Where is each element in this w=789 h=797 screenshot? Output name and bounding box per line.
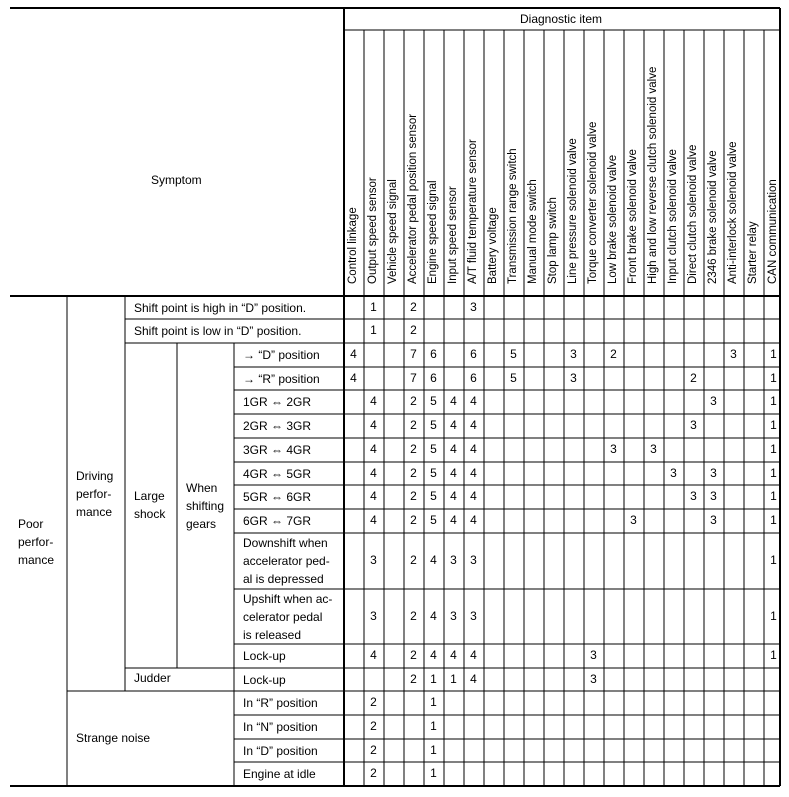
column-header: Accelerator pedal position sensor: [407, 113, 419, 284]
table-cell-value: 6: [470, 347, 477, 361]
table-cell-value: 2: [370, 766, 377, 780]
table-cell-value: 2: [410, 442, 417, 456]
table-cell-value: 4: [450, 513, 457, 527]
table-cell-value: 2: [410, 323, 417, 337]
table-cell-value: 5: [430, 465, 437, 480]
table-cell-value: 4: [370, 442, 377, 456]
table-cell-value: 2: [410, 513, 417, 527]
table-cell-value: 4: [470, 489, 477, 503]
table-cell-value: 4: [350, 347, 357, 361]
row-label: → “D” position: [243, 348, 320, 362]
table-cell-value: 2: [370, 719, 377, 733]
table-cell-value: 3: [710, 465, 717, 480]
table-cell-value: 4: [370, 394, 377, 408]
table-cell-value: 4: [430, 608, 437, 623]
column-header: 2346 brake solenoid valve: [707, 150, 719, 284]
column-header: Direct clutch solenoid valve: [687, 144, 699, 284]
diagnostic-item-header: Diagnostic item: [520, 12, 603, 26]
table-cell-value: 3: [710, 489, 717, 503]
table-cell-value: 5: [430, 513, 437, 527]
table-cell-value: 4: [370, 465, 377, 480]
table-cell-value: 2: [410, 671, 417, 686]
table-cell-value: 3: [470, 553, 477, 567]
table-cell-value: 1: [770, 608, 777, 623]
group-poor-performance: Poor perfor- mance: [18, 517, 55, 567]
table-cell-value: 1: [770, 442, 777, 456]
table-cell-value: 4: [470, 671, 477, 686]
row-label: 3GR ⇔ 4GR: [243, 443, 312, 457]
table-cell-value: 3: [690, 418, 697, 432]
table-cell-value: 3: [590, 671, 597, 686]
table-cell-value: 4: [350, 370, 357, 385]
table-cell-value: 3: [570, 347, 577, 361]
table-cell-value: 1: [770, 648, 777, 662]
row-label: Upshift when ac- celerator pedal is released: [243, 591, 333, 642]
table-cell-value: 4: [470, 465, 477, 480]
table-cell-value: 3: [650, 442, 657, 456]
table-cell-value: 2: [410, 299, 417, 314]
table-cell-value: 4: [450, 442, 457, 456]
table-cell-value: 3: [610, 442, 617, 456]
row-label: Downshift when accelerator ped- al is depressed: [243, 536, 330, 586]
row-label: → “R” position: [243, 371, 320, 386]
table-cell-value: 4: [430, 648, 437, 662]
table-cell-value: 3: [450, 608, 457, 623]
table-cell-value: 1: [770, 465, 777, 480]
table-cell-value: 3: [670, 465, 677, 480]
table-cell-value: 4: [450, 418, 457, 432]
column-header: Stop lamp switch: [547, 197, 559, 284]
table-cell-value: 2: [410, 418, 417, 432]
table-cell-value: 4: [470, 513, 477, 527]
column-header: Output speed sensor: [367, 177, 379, 284]
table-cell-value: 7: [410, 347, 417, 361]
table-cell-value: 1: [370, 323, 377, 337]
table-cell-value: 4: [430, 553, 437, 567]
row-label: 5GR ⇔ 6GR: [243, 490, 312, 504]
table-cell-value: 4: [450, 648, 457, 662]
table-cell-value: 3: [730, 347, 737, 361]
table-cell-value: 1: [770, 513, 777, 527]
table-cell-value: 2: [690, 370, 697, 385]
column-header: Torque converter solenoid valve: [587, 121, 599, 284]
table-cell-value: 3: [450, 553, 457, 567]
table-cell-value: 1: [770, 347, 777, 361]
column-header: Engine speed signal: [427, 180, 439, 284]
table-cell-value: 4: [370, 418, 377, 432]
column-header: Transmission range switch: [507, 148, 519, 284]
column-header: Anti-interlock solenoid valve: [727, 141, 739, 284]
table-cell-value: 3: [370, 553, 377, 567]
column-header: Battery voltage: [487, 207, 499, 284]
row-label: Engine at idle: [243, 767, 316, 781]
column-header: Input clutch solenoid valve: [667, 149, 679, 284]
column-header: A/T fluid temperature sensor: [467, 139, 479, 284]
table-cell-value: 6: [470, 370, 477, 385]
table-cell-value: 5: [510, 370, 517, 385]
column-header: Low brake solenoid valve: [607, 154, 619, 284]
column-header: Starter relay: [747, 221, 759, 284]
table-cell-value: 5: [430, 418, 437, 432]
table-cell-value: 4: [450, 465, 457, 480]
table-cell-value: 6: [430, 370, 437, 385]
table-cell-value: 3: [590, 648, 597, 662]
table-cell-value: 2: [410, 465, 417, 480]
table-cell-value: 4: [370, 648, 377, 662]
table-cell-value: 3: [570, 370, 577, 385]
table-cell-value: 4: [370, 513, 377, 527]
table-cell-value: 4: [470, 394, 477, 408]
group-when-shifting-gears: When shifting gears: [186, 481, 225, 531]
table-cell-value: 4: [450, 489, 457, 503]
table-cell-value: 1: [450, 671, 457, 686]
table-cell-value: 1: [430, 695, 437, 709]
column-header: High and low reverse clutch solenoid valve: [647, 66, 659, 284]
table-cell-value: 5: [430, 394, 437, 408]
table-cell-value: 3: [710, 394, 717, 408]
table-cell-value: 4: [450, 394, 457, 408]
row-label: Shift point is high in “D” position.: [134, 300, 307, 315]
table-cell-value: 2: [610, 347, 617, 361]
row-label: In “D” position: [243, 743, 318, 758]
group-driving-performance: Driving perfor- mance: [76, 469, 114, 519]
table-cell-value: 1: [770, 418, 777, 432]
column-header: Input speed sensor: [447, 186, 459, 284]
column-header: Vehicle speed signal: [387, 179, 399, 284]
row-label: 2GR ⇔ 3GR: [243, 419, 312, 433]
table-cell-value: 2: [370, 742, 377, 757]
table-cell-value: 3: [470, 299, 477, 314]
table-cell-value: 1: [370, 299, 377, 314]
row-label: In “N” position: [243, 720, 318, 734]
column-header: Control linkage: [347, 207, 359, 284]
column-header: CAN communication: [767, 179, 779, 284]
table-cell-value: 3: [690, 489, 697, 503]
table-cell-value: 3: [370, 608, 377, 623]
group-strange-noise: Strange noise: [76, 731, 151, 745]
row-label: Lock-up: [243, 672, 286, 687]
row-label: Shift point is low in “D” position.: [134, 324, 302, 338]
table-cell-value: 4: [470, 648, 477, 662]
row-label: In “R” position: [243, 696, 318, 710]
table-cell-value: 5: [430, 489, 437, 503]
table-cell-value: 1: [430, 719, 437, 733]
table-cell-value: 5: [510, 347, 517, 361]
table-cell-value: 1: [770, 489, 777, 503]
table-cell-value: 4: [370, 489, 377, 503]
symptom-header: Symptom: [151, 173, 202, 187]
row-label: 6GR ⇔ 7GR: [243, 514, 312, 528]
table-cell-value: 2: [410, 553, 417, 567]
table-cell-value: 5: [430, 442, 437, 456]
table-cell-value: 3: [630, 513, 637, 527]
table-cell-value: 1: [770, 553, 777, 567]
column-header: Line pressure solenoid valve: [567, 138, 579, 284]
table-cell-value: 1: [430, 671, 437, 686]
table-cell-value: 1: [430, 766, 437, 780]
table-cell-value: 2: [410, 608, 417, 623]
table-cell-value: 4: [470, 442, 477, 456]
table-cell-value: 3: [470, 608, 477, 623]
table-cell-value: 1: [430, 742, 437, 757]
row-label: 4GR ⇔ 5GR: [243, 466, 312, 481]
table-cell-value: 7: [410, 370, 417, 385]
column-header: Manual mode switch: [527, 179, 539, 284]
table-cell-value: 1: [770, 394, 777, 408]
table-cell-value: 1: [770, 370, 777, 385]
table-cell-value: 2: [370, 695, 377, 709]
table-cell-value: 2: [410, 489, 417, 503]
table-cell-value: 6: [430, 347, 437, 361]
group-large-shock: Large shock: [134, 489, 166, 521]
row-label: 1GR ⇔ 2GR: [243, 395, 312, 409]
table-cell-value: 3: [710, 513, 717, 527]
group-judder: Judder: [134, 671, 171, 685]
column-header: Front brake solenoid valve: [627, 149, 639, 284]
row-label: Lock-up: [243, 649, 286, 663]
table-cell-value: 4: [470, 418, 477, 432]
table-cell-value: 2: [410, 394, 417, 408]
table-cell-value: 2: [410, 648, 417, 662]
